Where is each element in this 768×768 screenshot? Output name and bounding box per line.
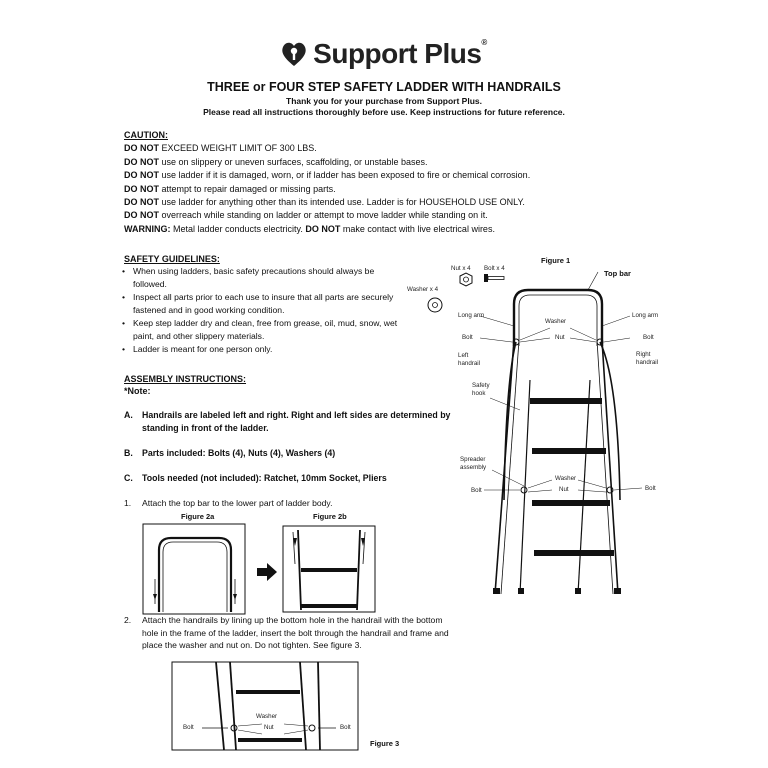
ladder-step	[530, 398, 602, 404]
bolt-left-label: Bolt	[462, 334, 473, 341]
figure-1-label: Figure 1	[541, 256, 571, 265]
assembly-item-c: C. Tools needed (not included): Ratchet, 10mm Socket, Pliers	[124, 473, 387, 483]
fig3-washer-label: Washer	[256, 713, 278, 720]
ladder-step	[534, 550, 614, 556]
nut-icon	[460, 273, 472, 286]
bolt-low-left-label: Bolt	[471, 487, 482, 494]
bolt-icon	[484, 274, 504, 282]
caution-item: DO NOT use ladder for anything other than its intended use. Ladder is for HOUSEHOLD USE ONLY.	[124, 197, 525, 208]
read-instructions-line: Please read all instructions thoroughly before use. Keep instructions for future reference.	[203, 107, 565, 117]
assembly-step-1: 1. Attach the top bar to the lower part of ladder body.	[124, 498, 333, 508]
left-handrail-label: Left handrail	[458, 352, 481, 367]
washer-label: Washer	[545, 318, 567, 325]
left-handrail-drawing	[504, 342, 516, 500]
fig3-bolt-right-label: Bolt	[340, 724, 351, 731]
caution-item: DO NOT use on slippery or uneven surfaces, scaffolding, or unstable bases.	[124, 156, 428, 167]
nut-count-label: Nut x 4	[451, 265, 471, 272]
assembly-heading: ASSEMBLY INSTRUCTIONS:	[124, 374, 247, 384]
assembly-item-b: B. Parts included: Bolts (4), Nuts (4), Washers (4)	[124, 448, 336, 458]
figure-3-frame	[172, 662, 358, 750]
assembly-item-a: A. Handrails are labeled left and right. Right and left sides are determined by standing in front of the ladder.	[124, 410, 451, 433]
spreader-assembly-label: Spreader assembly	[460, 456, 487, 471]
washer-low-label: Washer	[555, 475, 577, 482]
long-arm-right-label: Long arm	[632, 312, 659, 319]
bolt-low-right-label: Bolt	[645, 485, 656, 492]
safety-list	[122, 265, 404, 356]
bolt-right-label: Bolt	[643, 334, 654, 341]
figure-2b-label: Figure 2b	[313, 512, 347, 521]
list-item: • When using ladders, basic safety precautions should always be followed.	[122, 265, 404, 291]
list-item: • Keep step ladder dry and clean, free from grease, oil, mud, snow, wet paint, and other slippery materials.	[122, 317, 404, 343]
ladder-step	[532, 500, 610, 506]
assembly-note: *Note:	[124, 386, 151, 396]
arrow-down-icon	[153, 594, 157, 600]
brand-heart-icon	[281, 40, 307, 68]
caution-heading: CAUTION:	[124, 130, 168, 140]
caution-item: DO NOT use ladder if it is damaged, worn, or if ladder has been exposed to fire or chemical corrosion.	[124, 170, 531, 181]
caution-item: DO NOT attempt to repair damaged or missing parts.	[124, 183, 336, 194]
top-bar-drawing	[514, 290, 602, 346]
top-bar-drawing	[159, 538, 231, 612]
fig3-bolt-left-label: Bolt	[183, 724, 194, 731]
figure-3-label: Figure 3	[370, 739, 400, 748]
figure-2-diagram	[143, 524, 403, 616]
safety-heading: SAFETY GUIDELINES:	[124, 254, 220, 264]
thank-you-line: Thank you for your purchase from Support Plus.	[286, 96, 482, 106]
caution-item: DO NOT overreach while standing on ladder or attempt to move ladder while standing on it.	[124, 210, 488, 221]
figure-3-diagram	[172, 662, 362, 752]
figure-2a-label: Figure 2a	[181, 512, 215, 521]
nut-label: Nut	[555, 334, 565, 341]
caution-item: DO NOT EXCEED WEIGHT LIMIT OF 300 LBS.	[124, 143, 317, 154]
washer-count-label: Washer x 4	[407, 286, 439, 293]
nut-low-label: Nut	[559, 486, 569, 493]
warning-item: WARNING: Metal ladder conducts electricity. DO NOT make contact with live electrical wires.	[124, 223, 495, 234]
arrow-right-icon	[257, 563, 277, 581]
brand-logo	[0, 36, 768, 72]
washer-icon	[428, 298, 442, 312]
list-item: • Inspect all parts prior to each use to insure that all parts are securely fastened and in good working condition.	[122, 291, 404, 317]
list-item: • Ladder is meant for one person only.	[122, 343, 404, 356]
safety-hook-label: Safety hook	[472, 382, 490, 397]
right-handrail-label: Right handrail	[636, 351, 659, 366]
ladder-step	[532, 448, 606, 454]
caution-section	[124, 129, 684, 236]
document-title: THREE or FOUR STEP SAFETY LADDER WITH HANDRAILS	[207, 80, 561, 94]
arrow-down-icon	[233, 594, 237, 600]
bolt-count-label: Bolt x 4	[484, 265, 505, 272]
top-bar-label: Top bar	[604, 269, 631, 278]
assembly-step-2: 2. Attach the handrails by lining up the bottom hole in the handrail with the bottom hole in the frame of the ladder, insert the bolt through the handrail and frame and place the washer and nut on. Do not tighten. See figure 3.	[124, 615, 449, 650]
figure-1-diagram	[420, 260, 680, 600]
fig3-nut-label: Nut	[264, 724, 274, 731]
brand-name: Support Plus®	[313, 38, 487, 69]
long-arm-left-label: Long arm	[458, 312, 485, 319]
